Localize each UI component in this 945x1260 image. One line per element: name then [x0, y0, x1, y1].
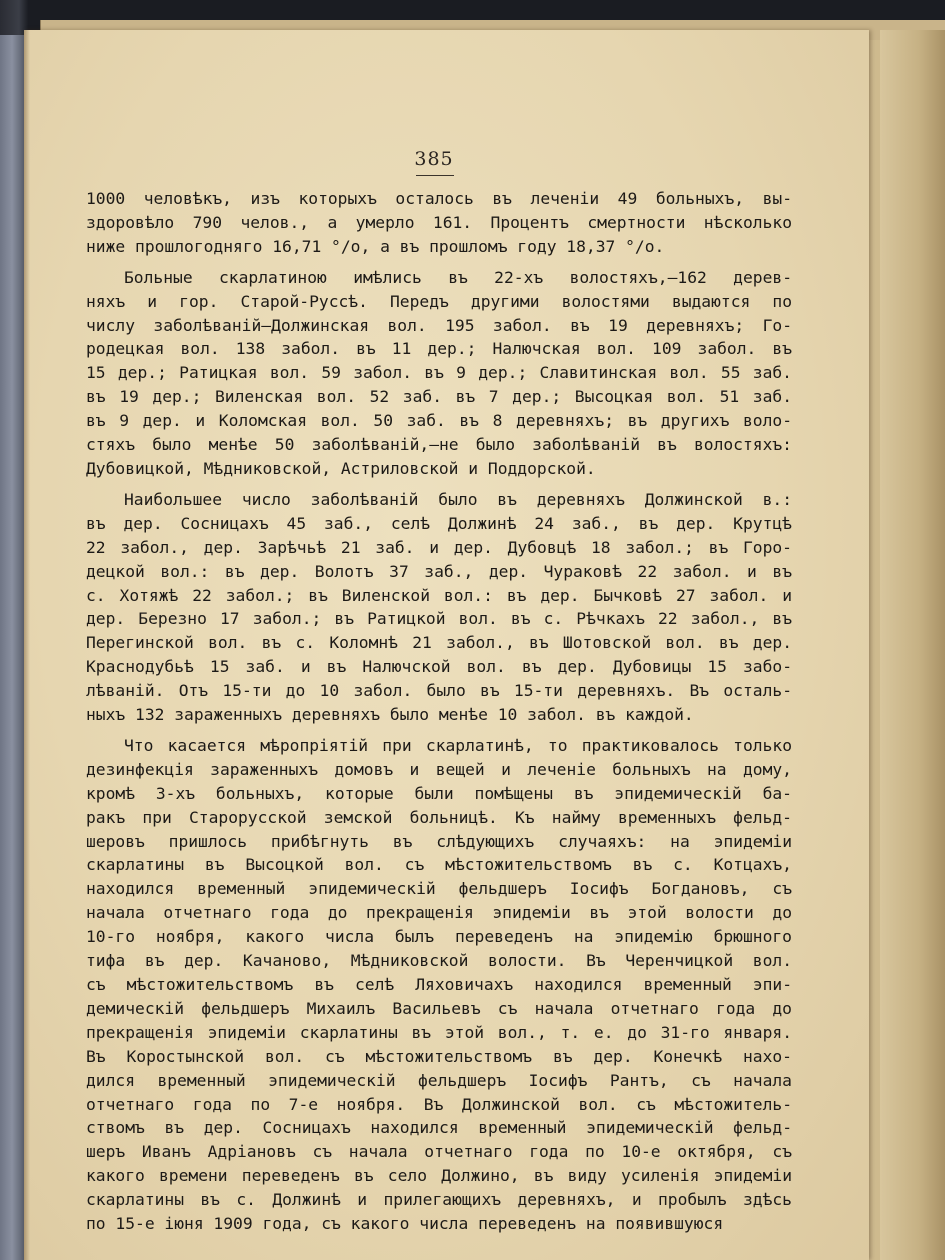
paragraph	[86, 266, 792, 481]
text-line: въ дер. Сосницахъ 45 заб., селѣ Должинѣ 24 заб., въ дер. Крутцѣ	[86, 513, 792, 533]
page-text	[86, 187, 792, 1236]
paragraph	[86, 187, 792, 259]
text-line: децкой вол.: въ дер. Волотъ 37 заб., дер. Чураковѣ 22 забол. и въ	[86, 561, 792, 581]
text-line: шеровъ пришлось прибѣгнуть въ слѣдующихъ случаяхъ: на эпидеміи	[86, 831, 792, 851]
paragraph	[86, 488, 792, 727]
paragraph-gap	[86, 727, 792, 734]
text-line: какого времени переведенъ въ село Должино, въ виду усиленія эпидеміи	[86, 1166, 792, 1186]
text-line: ныхъ 132 зараженныхъ деревняхъ было менѣе 10 забол. въ каждой.	[86, 705, 694, 725]
text-line: тифа въ дер. Качаново, Мѣдниковской волости. Въ Черенчицкой вол.	[86, 951, 792, 971]
text-line: ниже прошлогодняго 16,71 °/o, а въ прошломъ году 18,37 °/o.	[86, 236, 665, 256]
text-line: ствомъ въ дер. Сосницахъ находился временный эпидемическій фельд-	[86, 1118, 792, 1138]
text-line: ракъ при Старорусской земской больницѣ. Къ найму временныхъ фельд-	[86, 807, 792, 827]
text-line: кромѣ 3-хъ больныхъ, которые были помѣщены въ эпидемическій ба-	[86, 783, 792, 803]
text-line: 10-го ноября, какого числа былъ переведенъ на эпидемію брюшного	[86, 927, 792, 947]
text-line: Въ Коростынской вол. съ мѣстожительствомъ въ дер. Конечкѣ нахо-	[86, 1046, 792, 1066]
text-line: Дубовицкой, Мѣдниковской, Астриловской и Поддорской.	[86, 458, 596, 478]
text-line: дер. Березно 17 забол.; въ Ратицкой вол. въ с. Рѣчкахъ 22 забол., въ	[86, 609, 792, 629]
text-line: 22 забол., дер. Зарѣчьѣ 21 заб. и дер. Дубовцѣ 18 забол.; въ Горо-	[86, 537, 792, 557]
text-line: числу заболѣваній—Должинская вол. 195 забол. въ 19 деревняхъ; Го-	[86, 315, 792, 335]
text-line: с. Хотяжѣ 22 забол.; въ Виленской вол.: въ дер. Бычковѣ 27 забол. и	[86, 585, 792, 605]
text-line: родецкая вол. 138 забол. въ 11 дер.; Налючская вол. 109 забол. въ	[86, 339, 792, 359]
text-line: находился временный эпидемическій фельдшеръ Іосифъ Богдановъ, съ	[86, 879, 792, 899]
text-line: въ 19 дер.; Виленская вол. 52 заб. въ 7 дер.; Высоцкая вол. 51 заб.	[86, 387, 792, 407]
text-line: шеръ Иванъ Адріановъ съ начала отчетнаго года по 10-е октября, съ	[86, 1142, 792, 1162]
page-number: 385	[414, 148, 454, 170]
text-line: Больные скарлатиною имѣлись въ 22-хъ волостяхъ,—162 дерев-	[124, 267, 792, 287]
paragraph	[86, 734, 792, 1236]
text-line: Перегинской вол. въ с. Коломнѣ 21 забол., въ Шотовской вол. въ дер.	[86, 633, 792, 653]
text-line: лѣваній. Отъ 15-ти до 10 забол. было въ 15-ти деревняхъ. Въ осталь-	[86, 681, 792, 701]
text-line: Наибольшее число заболѣваній было въ деревняхъ Должинской в.:	[124, 489, 792, 509]
text-line: скарлатины въ Высоцкой вол. съ мѣстожительствомъ въ с. Котцахъ,	[86, 855, 792, 875]
text-line: отчетнаго года по 7-е ноября. Въ Должинской вол. съ мѣстожитель-	[86, 1094, 792, 1114]
text-line: скарлатины въ с. Должинѣ и прилегающихъ деревняхъ, и пробылъ здѣсь	[86, 1190, 792, 1210]
text-line: Что касается мѣропріятій при скарлатинѣ, то практиковалось только	[124, 735, 792, 755]
text-line: съ мѣстожительствомъ въ селѣ Ляховичахъ находился временный эпи-	[86, 975, 792, 994]
text-line: 1000 человѣкъ, изъ которыхъ осталось въ леченіи 49 больныхъ, вы-	[86, 189, 792, 208]
text-line: стяхъ было менѣе 50 заболѣваній,—не было заболѣваній въ волостяхъ:	[86, 435, 792, 455]
text-line: дился временный эпидемическій фельдшеръ Іосифъ Рантъ, съ начала	[86, 1070, 792, 1090]
cover-edge	[880, 30, 945, 1260]
paragraph-gap	[86, 259, 792, 266]
page-number-rule	[416, 175, 454, 176]
text-line: Краснодубьѣ 15 заб. и въ Налючской вол. въ дер. Дубовицы 15 забо-	[86, 657, 792, 677]
text-line: няхъ и гор. Старой-Руссѣ. Передъ другими волостями выдаются по	[86, 291, 792, 311]
book-page	[24, 30, 869, 1260]
text-line: начала отчетнаго года до прекращенія эпидеміи въ этой волости до	[86, 903, 792, 923]
paragraph-gap	[86, 481, 792, 488]
text-line: дезинфекція зараженныхъ домовъ и вещей и леченіе больныхъ на дому,	[86, 759, 792, 779]
text-line: въ 9 дер. и Коломская вол. 50 заб. въ 8 деревняхъ; въ другихъ воло-	[86, 411, 792, 431]
text-line: здоровѣло 790 челов., а умерло 161. Процентъ смертности нѣсколько	[86, 212, 792, 232]
page-gutter-shadow	[24, 30, 30, 1260]
text-line: демическій фельдшеръ Михаилъ Васильевъ съ начала отчетнаго года до	[86, 998, 792, 1018]
text-line: по 15-е іюня 1909 года, съ какого числа переведенъ на появившуюся	[86, 1214, 724, 1234]
text-line: 15 дер.; Ратицкая вол. 59 забол. въ 9 дер.; Славитинская вол. 55 заб.	[86, 363, 792, 383]
text-line: прекращенія эпидеміи скарлатины въ этой вол., т. е. до 31-го января.	[86, 1022, 792, 1042]
